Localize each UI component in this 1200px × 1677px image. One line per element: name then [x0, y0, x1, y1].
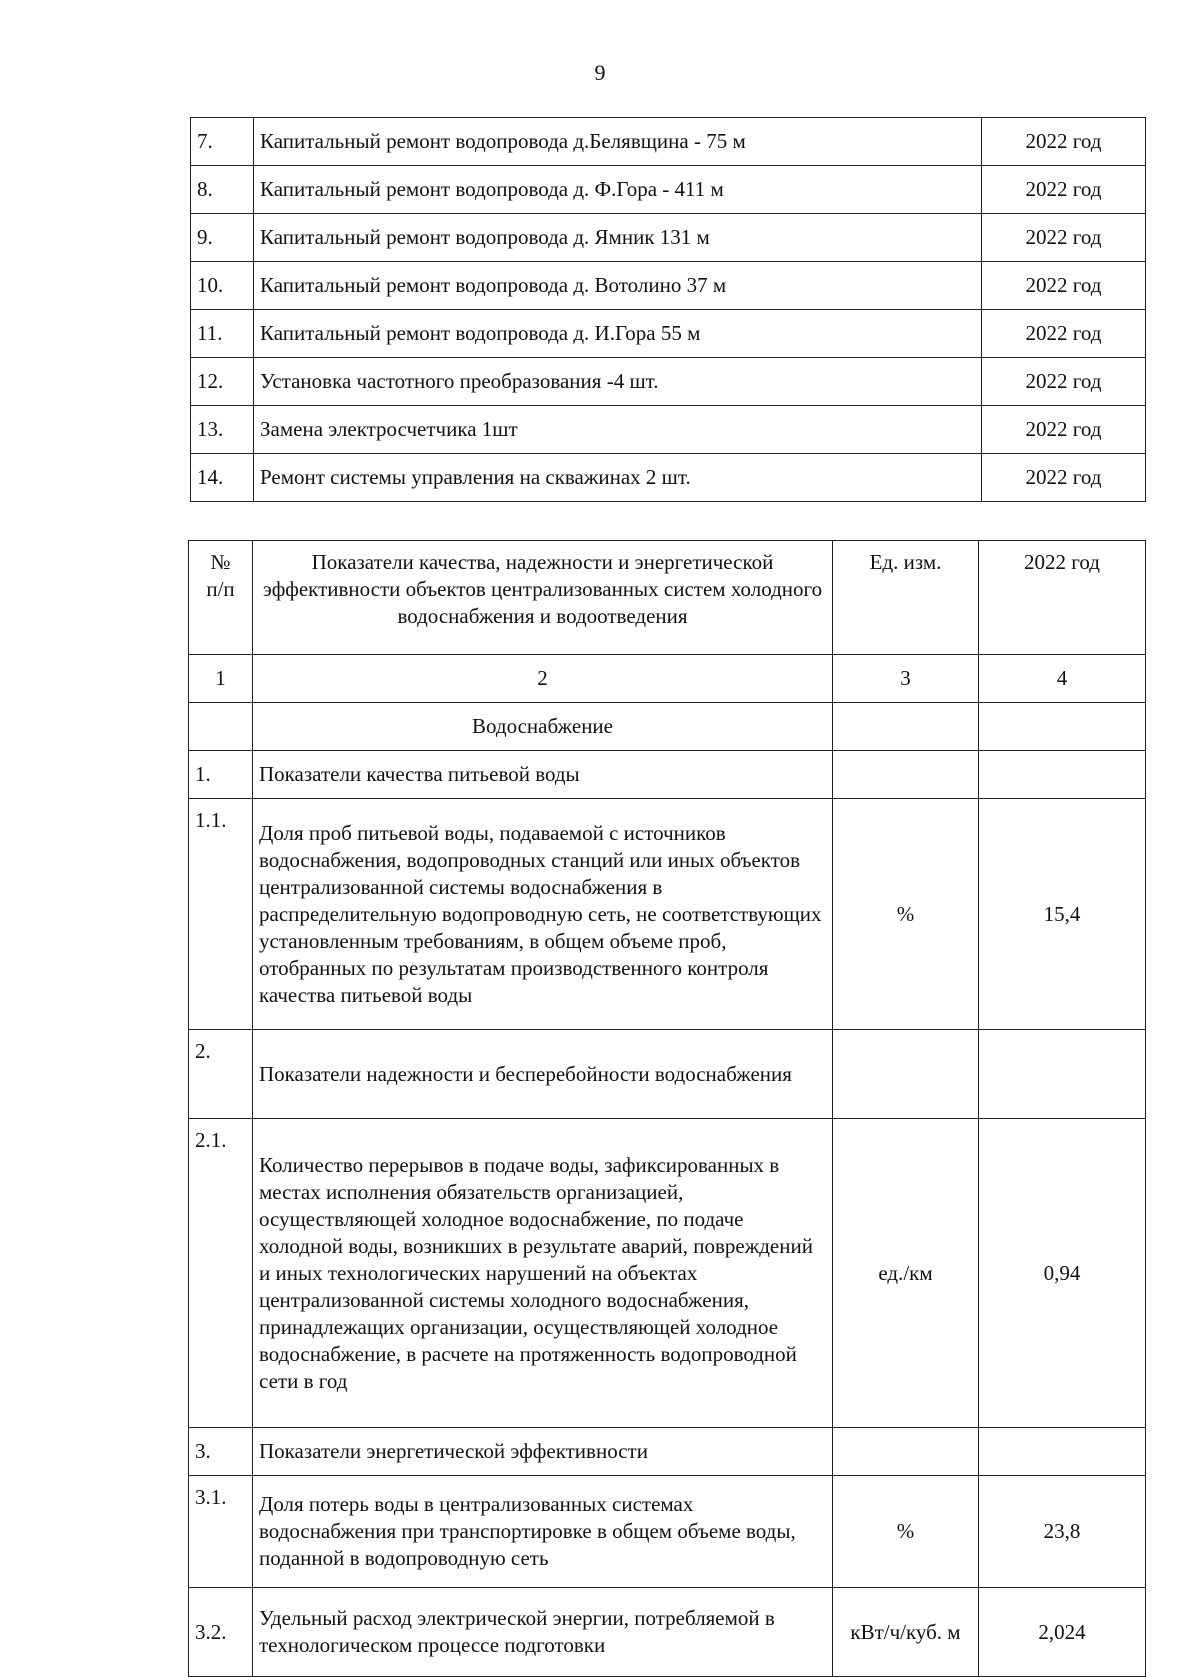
indicator-value: [979, 1428, 1146, 1476]
row-number: 3.1.: [189, 1476, 253, 1588]
row-number: 3.: [189, 1428, 253, 1476]
column-number: 2: [253, 655, 833, 703]
empty-cell: [979, 703, 1146, 751]
work-description: Замена электросчетчика 1шт: [254, 406, 982, 454]
row-number: 14.: [191, 454, 254, 502]
indicator-text: Показатели качества питьевой воды: [253, 751, 833, 799]
table-row: [189, 799, 1146, 1030]
indicator-value: 23,8: [979, 1476, 1146, 1588]
row-number: 10.: [191, 262, 254, 310]
work-year: 2022 год: [982, 214, 1146, 262]
table-row: [189, 1428, 1146, 1476]
indicator-unit: [833, 1428, 979, 1476]
page-number: 9: [594, 60, 606, 85]
table-row: [191, 358, 1146, 406]
table-row: [191, 262, 1146, 310]
column-number: 3: [833, 655, 979, 703]
indicator-value: 0,94: [979, 1119, 1146, 1428]
row-number: 1.1.: [189, 799, 253, 1030]
work-year: 2022 год: [982, 454, 1146, 502]
empty-cell: [833, 703, 979, 751]
table-row: [191, 310, 1146, 358]
row-number: 11.: [191, 310, 254, 358]
row-number: 3.2.: [189, 1588, 253, 1677]
table-row: [189, 1588, 1146, 1677]
row-number: 13.: [191, 406, 254, 454]
table-row: [191, 118, 1146, 166]
indicator-value: 15,4: [979, 799, 1146, 1030]
table-row: [191, 166, 1146, 214]
table-row: [191, 406, 1146, 454]
work-description: Ремонт системы управления на скважинах 2 шт.: [254, 454, 982, 502]
section-row: [189, 703, 1146, 751]
header-indicator: Показатели качества, надежности и энергетической эффективности объектов централизованных систем холодного водоснабжения и водоотведения: [253, 541, 833, 655]
indicator-text: Показатели энергетической эффективности: [253, 1428, 833, 1476]
column-number: 4: [979, 655, 1146, 703]
column-number: 1: [189, 655, 253, 703]
table-row: [191, 214, 1146, 262]
indicator-unit: %: [833, 1476, 979, 1588]
section-title: Водоснабжение: [253, 703, 833, 751]
header-number: № п/п: [189, 541, 253, 655]
table-row: [189, 1030, 1146, 1119]
row-number: 1.: [189, 751, 253, 799]
indicator-text: Доля потерь воды в централизованных системах водоснабжения при транспортировке в общем объеме воды, поданной в водопроводную сеть: [253, 1476, 833, 1588]
indicator-text: Показатели надежности и бесперебойности водоснабжения: [253, 1030, 833, 1119]
row-number: 12.: [191, 358, 254, 406]
indicator-value: 2,024: [979, 1588, 1146, 1677]
indicator-text: Количество перерывов в подаче воды, зафиксированных в местах исполнения обязательств организацией, осуществляющей холодное водоснабжение, по подаче холодной воды, возникших в результате аварий, повреждений и иных технологических нарушений на объектах централизованной системы холодного водоснабжения, принадлежащих организации, осуществляющей холодное водоснабжение, в расчете на протяженность водопроводной сети в год: [253, 1119, 833, 1428]
indicator-value: [979, 751, 1146, 799]
indicator-value: [979, 1030, 1146, 1119]
work-description: Капитальный ремонт водопровода д. Ямник 131 м: [254, 214, 982, 262]
indicators-table: [188, 540, 1146, 1677]
table-row: [189, 751, 1146, 799]
table-row: [189, 1119, 1146, 1428]
work-description: Капитальный ремонт водопровода д.Белявщина - 75 м: [254, 118, 982, 166]
work-year: 2022 год: [982, 358, 1146, 406]
work-description: Капитальный ремонт водопровода д. Ф.Гора - 411 м: [254, 166, 982, 214]
row-number: 2.1.: [189, 1119, 253, 1428]
indicator-unit: [833, 1030, 979, 1119]
indicator-unit: ед./км: [833, 1119, 979, 1428]
work-description: Капитальный ремонт водопровода д. Вотолино 37 м: [254, 262, 982, 310]
indicator-text: Доля проб питьевой воды, подаваемой с источников водоснабжения, водопроводных станций или иных объектов централизованной системы водоснабжения в распределительную водопроводную сеть, не соответствующих установленным требованиям, в общем объеме проб, отобранных по результатам производственного контроля качества питьевой воды: [253, 799, 833, 1030]
indicator-unit: кВт/ч/куб. м: [833, 1588, 979, 1677]
header-year: 2022 год: [979, 541, 1146, 655]
column-numbers-row: [189, 655, 1146, 703]
row-number: 9.: [191, 214, 254, 262]
indicator-unit: [833, 751, 979, 799]
empty-cell: [189, 703, 253, 751]
table-row: [191, 454, 1146, 502]
work-year: 2022 год: [982, 166, 1146, 214]
row-number: 7.: [191, 118, 254, 166]
work-description: Капитальный ремонт водопровода д. И.Гора 55 м: [254, 310, 982, 358]
indicator-text: Удельный расход электрической энергии, потребляемой в технологическом процессе подготовки: [253, 1588, 833, 1677]
work-year: 2022 год: [982, 310, 1146, 358]
table-header-row: [189, 541, 1146, 655]
work-year: 2022 год: [982, 118, 1146, 166]
header-unit: Ед. изм.: [833, 541, 979, 655]
row-number: 8.: [191, 166, 254, 214]
work-description: Установка частотного преобразования -4 шт.: [254, 358, 982, 406]
table-row: [189, 1476, 1146, 1588]
indicator-unit: %: [833, 799, 979, 1030]
row-number: 2.: [189, 1030, 253, 1119]
works-table: [190, 117, 1146, 502]
work-year: 2022 год: [982, 262, 1146, 310]
work-year: 2022 год: [982, 406, 1146, 454]
